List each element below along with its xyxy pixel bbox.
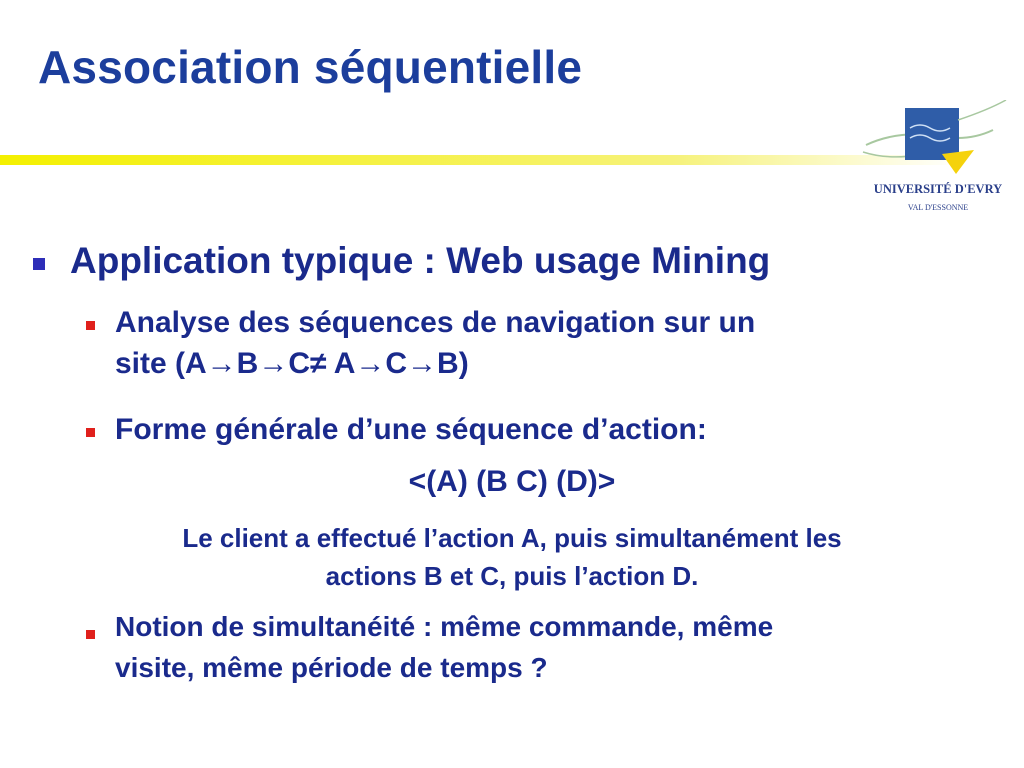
bullet-square-icon [86,321,95,330]
bullet-level1-text: Application typique : Web usage Mining [70,240,771,281]
explanation-line: Le client a effectué l’action A, puis simultanément les [182,523,842,553]
slide-title: Association séquentielle [38,41,583,93]
bullet-item-simultaneite [115,606,773,688]
explanation-line: actions B et C, puis l’action D. [325,561,699,591]
university-emblem-icon [858,100,1008,182]
logo-university-name: UNIVERSITÉ D'EVRY [873,182,1003,196]
bullet-square-icon [33,258,45,270]
bullet-square-icon [86,428,95,437]
sequence-explanation [0,519,1024,595]
bullet-square-icon [86,630,95,639]
sequence-example: <(A) (B C) (D)> [408,465,616,498]
title-underline [0,153,960,167]
bullet-item-line: Notion de simultanéité : même commande, même [115,611,774,642]
bullet-item-line: visite, même période de temps ? [115,652,548,683]
bullet-item-line: Analyse des séquences de navigation sur un [115,306,756,339]
bullet-item-analyse [115,302,755,384]
bullet-item-forme: Forme générale d’une séquence d’action: [115,413,707,446]
logo-university-subtitle: VAL D'ESSONNE [907,203,969,212]
university-logo [858,100,1008,225]
bullet-item-line: site (A→B→C≠ A→C→B) [115,347,469,380]
